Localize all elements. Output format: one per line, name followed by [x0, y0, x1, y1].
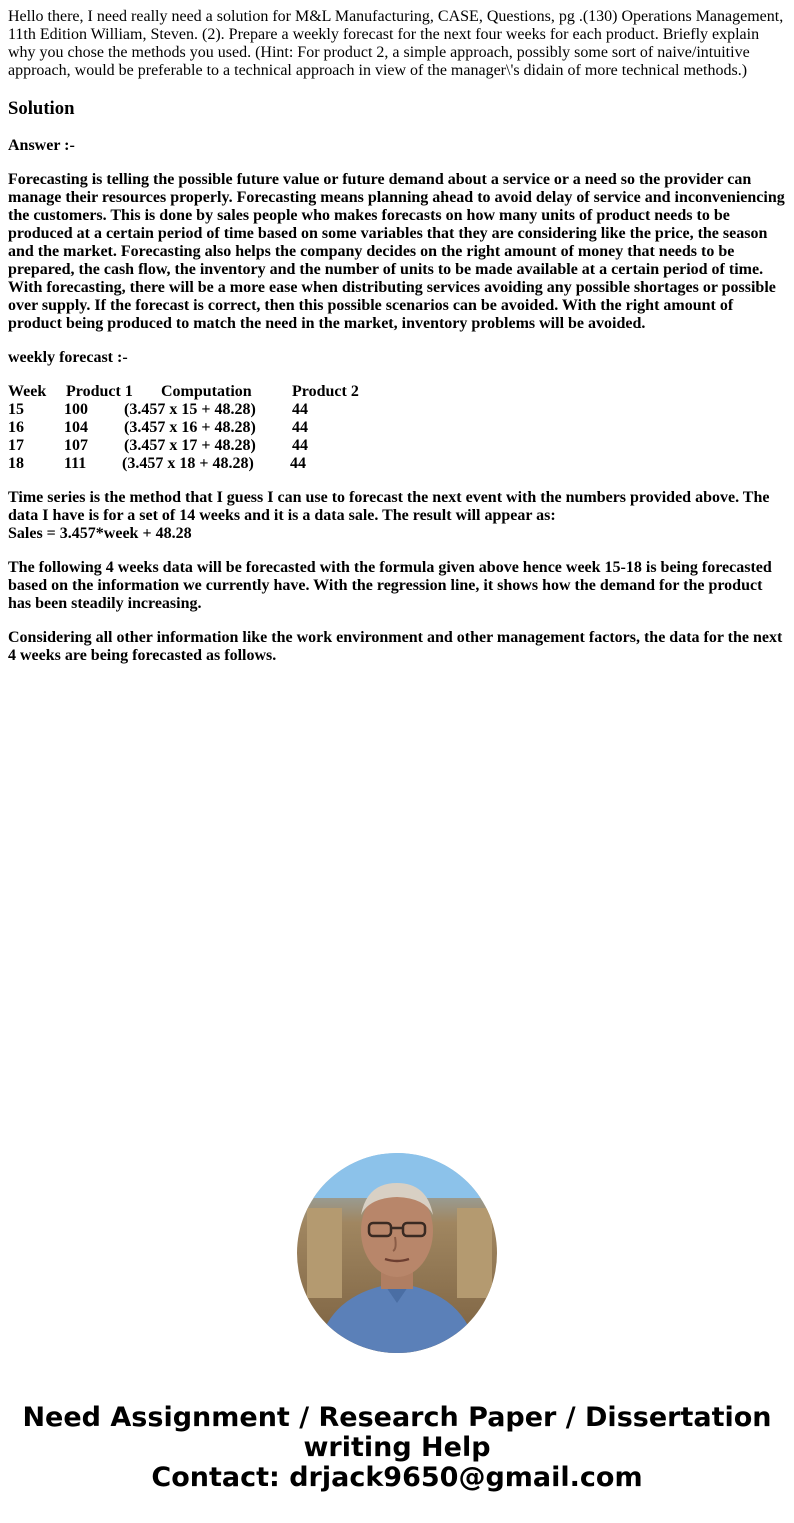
solution-heading: Solution [8, 98, 75, 119]
document-body [8, 8, 788, 665]
cell-week: 16 [8, 419, 24, 436]
header-product-1: Product 1 [66, 383, 133, 400]
considering-paragraph: Considering all other information like the work environment and other management factors, the data for the next 4 weeks are being forecasted as follows. [8, 629, 783, 664]
header-computation: Computation [161, 383, 252, 400]
cell-week: 17 [8, 437, 24, 454]
table-row [8, 437, 788, 455]
table-row [8, 401, 788, 419]
footer-contact-email: Contact: drjack9650@gmail.com [151, 1462, 643, 1493]
forecast-table-header [8, 383, 788, 401]
cell-computation: (3.457 x 15 + 48.28) [124, 401, 256, 418]
avatar [297, 1153, 497, 1353]
cell-computation: (3.457 x 18 + 48.28) [122, 455, 254, 472]
cell-computation: (3.457 x 17 + 48.28) [124, 437, 256, 454]
cell-computation: (3.457 x 16 + 48.28) [124, 419, 256, 436]
header-week: Week [8, 383, 47, 400]
table-row [8, 455, 788, 473]
answer-label: Answer :- [8, 137, 75, 154]
header-product-2: Product 2 [292, 383, 359, 400]
cell-product-2: 44 [292, 437, 308, 454]
time-series-paragraph [8, 489, 788, 543]
table-row [8, 419, 788, 437]
cell-product-1: 104 [64, 419, 88, 436]
weekly-forecast-label: weekly forecast :- [8, 349, 128, 366]
cell-product-1: 111 [64, 455, 87, 472]
question-text: Hello there, I need really need a solution for M&L Manufacturing, CASE, Questions, pg .(130) Operations Management, 11th Edition William, Steven. (2). Prepare a weekly forecast for the next four weeks for each product. Briefly explain why you chose the methods you used. (Hint: For product 2, a simple approach, possibly some sort of naive/intuitive approach, would be preferable to a technical approach in view of the manager\'s didain of more technical methods.) [8, 8, 784, 79]
time-series-text: Time series is the method that I guess I can use to forecast the next event with the numbers provided above. The data I have is for a set of 14 weeks and it is a data sale. The result will appear as: [8, 489, 770, 524]
cell-product-1: 107 [64, 437, 88, 454]
forecasting-paragraph: Forecasting is telling the possible future value or future demand about a service or a need so the provider can manage their resources properly. Forecasting means planning ahead to avoid delay of service and inconveniencing the customers. This is done by sales people who makes forecasts on how many units of product needs to be produced at a certain period of time based on some variables that they are considering like the price, the season and the market. Forecasting also helps the company decides on the right amount of money that needs to be prepared, the cash flow, the inventory and the number of units to be made available at a certain period of time. With forecasting, there will be a more ease when distributing services avoiding any possible shortages or possible over supply. If the forecast is correct, then this possible scenarios can be avoided. With the right amount of product being produced to match the need in the market, inventory problems will be avoided. [8, 171, 785, 332]
cell-product-1: 100 [64, 401, 88, 418]
forecast-table [8, 383, 788, 473]
footer-line-1: Need Assignment / Research Paper / Dissertation [22, 1402, 772, 1433]
following-weeks-paragraph: The following 4 weeks data will be forecasted with the formula given above hence week 15-18 is being forecasted based on the information we currently have. With the regression line, it shows how the demand for the product has been steadily increasing. [8, 559, 772, 612]
footer-contact [0, 1403, 794, 1493]
cell-week: 15 [8, 401, 24, 418]
cell-week: 18 [8, 455, 24, 472]
cell-product-2: 44 [290, 455, 306, 472]
cell-product-2: 44 [292, 401, 308, 418]
footer-line-2: writing Help [303, 1432, 491, 1463]
cell-product-2: 44 [292, 419, 308, 436]
author-photo [297, 1153, 497, 1353]
sales-formula: Sales = 3.457*week + 48.28 [8, 525, 192, 542]
